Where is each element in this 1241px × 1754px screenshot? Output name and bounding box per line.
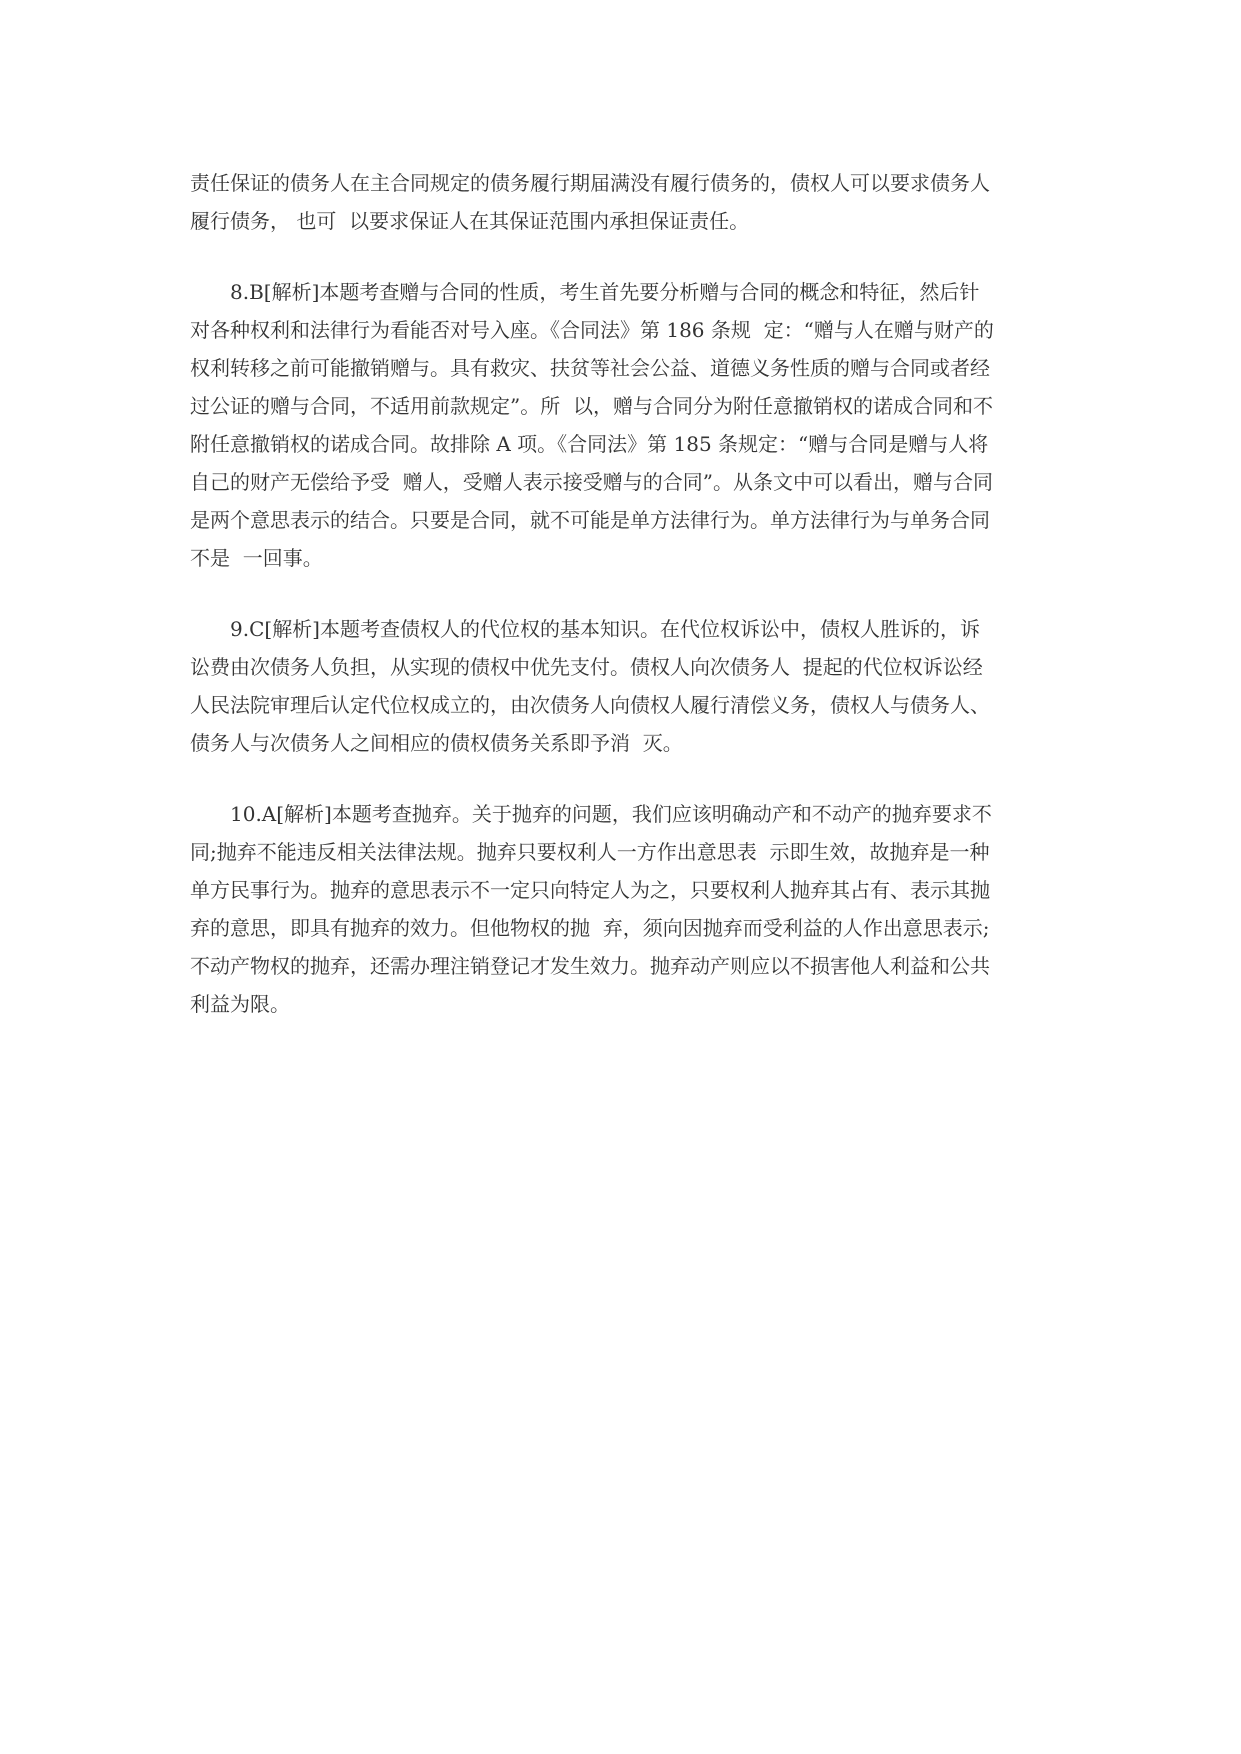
- text-line: 单方民事行为。抛弃的意思表示不一定只向特定人为之，只要权利人抛弃其占有、表示其抛: [190, 878, 990, 902]
- text-line: 不是 一回事。: [190, 546, 323, 570]
- text-line: 履行债务， 也可 以要求保证人在其保证范围内承担保证责任。: [190, 209, 750, 233]
- text-line: 附任意撤销权的诺成合同。故排除 A 项。《合同法》第 185 条规定：“赠与合同是赠与人将: [190, 432, 989, 456]
- text-line: 10.A[解析]本题考查抛弃。关于抛弃的问题，我们应该明确动产和不动产的抛弃要求不: [230, 802, 992, 826]
- text-line: 9.C[解析]本题考查债权人的代位权的基本知识。在代位权诉讼中，债权人胜诉的，诉: [230, 617, 980, 641]
- paragraph-answer-10: [190, 795, 1060, 1023]
- text-line: 自己的财产无偿给予受 赠人，受赠人表示接受赠与的合同”。从条文中可以看出，赠与合同: [190, 470, 993, 494]
- text-line: 过公证的赠与合同，不适用前款规定”。所 以，赠与合同分为附任意撤销权的诺成合同和不: [190, 394, 993, 418]
- text-line: 债务人与次债务人之间相应的债权债务关系即予消 灭。: [190, 731, 683, 755]
- text-line: 利益为限。: [190, 992, 290, 1016]
- document-body: [190, 164, 1060, 1023]
- text-line: 权利转移之前可能撤销赠与。具有救灾、扶贫等社会公益、道德义务性质的赠与合同或者经: [190, 356, 990, 380]
- text-line: 讼费由次债务人负担，从实现的债权中优先支付。债权人向次债务人 提起的代位权诉讼经: [190, 655, 983, 679]
- text-line: 同;抛弃不能违反相关法律法规。抛弃只要权利人一方作出意思表 示即生效，故抛弃是一种: [190, 840, 990, 864]
- paragraph-gap: [190, 762, 1060, 795]
- paragraph-answer-8: [190, 273, 1060, 577]
- paragraph-gap: [190, 240, 1060, 273]
- text-line: 8.B[解析]本题考查赠与合同的性质，考生首先要分析赠与合同的概念和特征，然后针: [230, 280, 980, 304]
- paragraph-guarantee-continuation: [190, 164, 1060, 240]
- text-line: 弃的意思，即具有抛弃的效力。但他物权的抛 弃，须向因抛弃而受利益的人作出意思表示;: [190, 916, 990, 940]
- text-line: 不动产物权的抛弃，还需办理注销登记才发生效力。抛弃动产则应以不损害他人利益和公共: [190, 954, 990, 978]
- paragraph-answer-9: [190, 610, 1060, 762]
- text-line: 责任保证的债务人在主合同规定的债务履行期届满没有履行债务的，债权人可以要求债务人: [190, 171, 990, 195]
- text-line: 对各种权利和法律行为看能否对号入座。《合同法》第 186 条规 定：“赠与人在赠与财产的: [190, 318, 994, 342]
- text-line: 人民法院审理后认定代位权成立的，由次债务人向债权人履行清偿义务，债权人与债务人、: [190, 693, 990, 717]
- text-line: 是两个意思表示的结合。只要是合同，就不可能是单方法律行为。单方法律行为与单务合同: [190, 508, 990, 532]
- paragraph-gap: [190, 577, 1060, 610]
